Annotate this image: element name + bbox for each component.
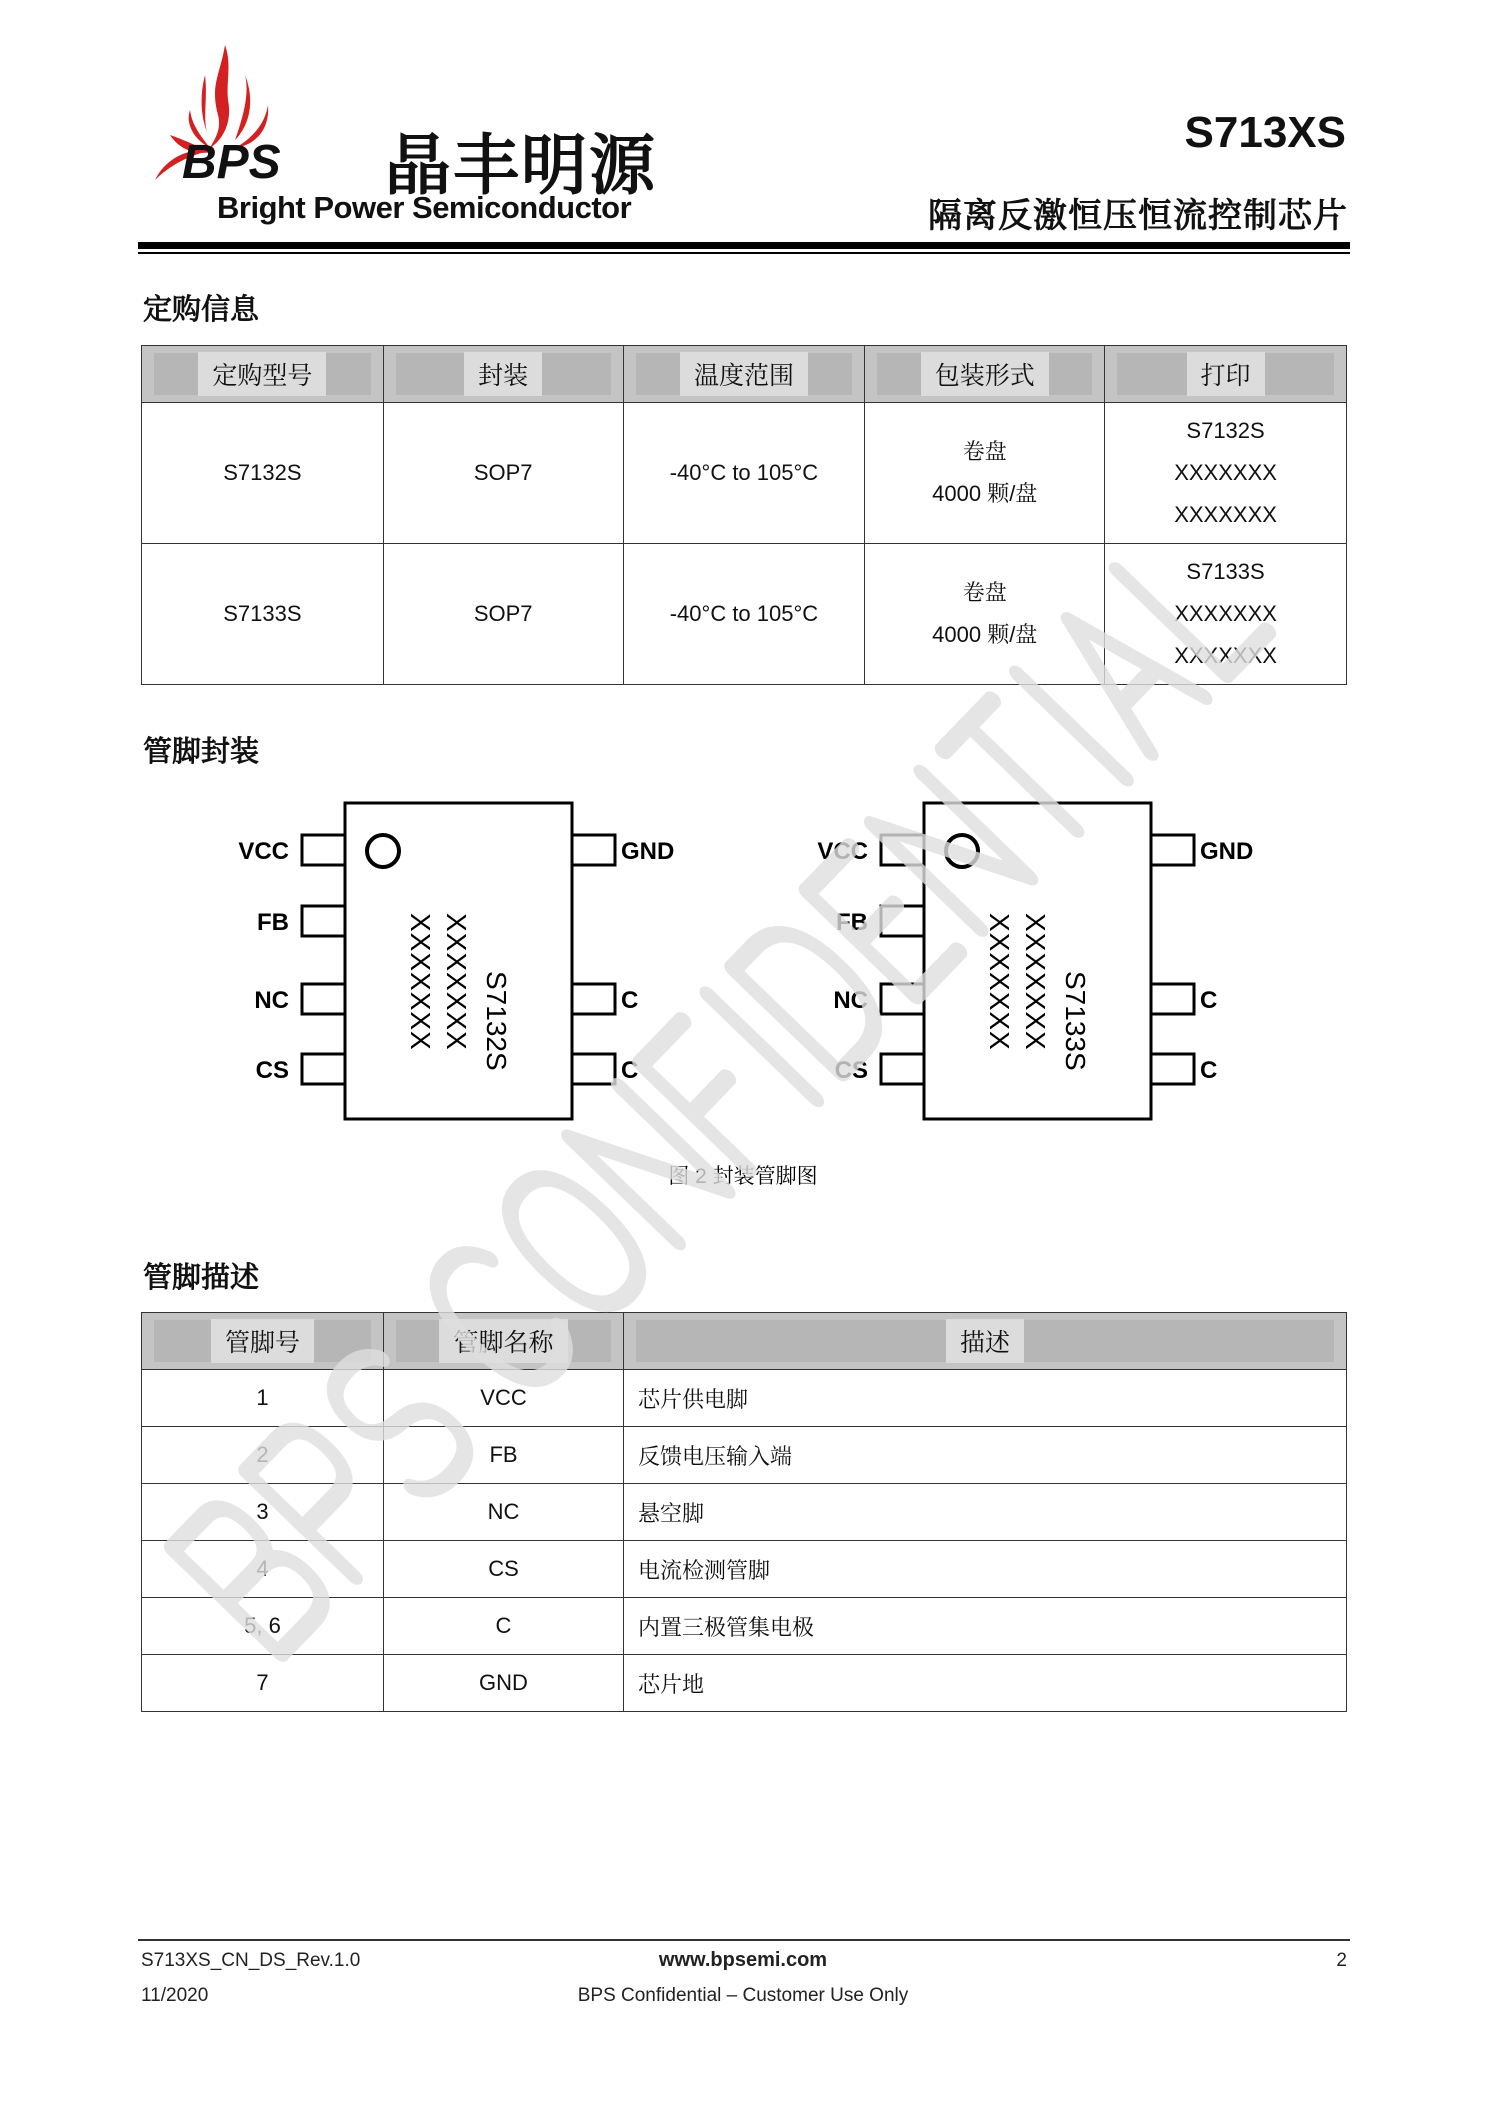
column-header: 封装 — [383, 346, 623, 403]
table-row — [142, 1541, 1347, 1598]
table-row — [142, 1427, 1347, 1484]
cell-packing: 卷盘 4000 颗/盘 — [865, 544, 1105, 685]
pin-label: C — [1200, 1057, 1218, 1084]
chip-code: XXXXXXX — [984, 913, 1015, 1051]
cell-model: S7132S — [142, 403, 384, 544]
cell-pin-name: C — [384, 1598, 624, 1655]
pin-label: GND — [1200, 838, 1254, 865]
table-row — [142, 403, 1347, 544]
document-subtitle: 隔离反激恒压恒流控制芯片 — [928, 197, 1348, 235]
section-title-ordering: 定购信息 — [143, 294, 260, 326]
cell-package: SOP7 — [383, 403, 623, 544]
footer-date: 11/2020 — [141, 1985, 209, 2006]
cell-pin-num: 7 — [142, 1655, 384, 1712]
cell-pin-num: 1 — [142, 1370, 384, 1427]
cell-pin-desc: 芯片供电脚 — [624, 1370, 1347, 1427]
cell-pin-desc: 芯片地 — [624, 1655, 1347, 1712]
pin-label: VCC — [817, 838, 868, 865]
table-row — [142, 1598, 1347, 1655]
pin-label: CS — [834, 1057, 868, 1084]
page-number: 2 — [1336, 1950, 1347, 1971]
cell-marking: S7133S XXXXXXX XXXXXXX — [1105, 544, 1347, 685]
table-row — [142, 1370, 1347, 1427]
svg-text:BPS: BPS — [182, 136, 281, 189]
table-header-row — [142, 1313, 1347, 1370]
chip-code: XXXXXXX — [441, 913, 472, 1051]
table-row — [142, 544, 1347, 685]
pin-label: FB — [836, 909, 868, 936]
cell-pin-name: FB — [384, 1427, 624, 1484]
cell-marking: S7132S XXXXXXX XXXXXXX — [1105, 403, 1347, 544]
cell-pin-name: VCC — [384, 1370, 624, 1427]
part-number: S713XS — [1184, 108, 1346, 157]
pin-label: C — [621, 1057, 639, 1084]
cell-pin-desc: 悬空脚 — [624, 1484, 1347, 1541]
pin-label: C — [621, 987, 639, 1014]
chip-code: XXXXXXX — [1020, 913, 1051, 1051]
cell-pin-desc: 电流检测管脚 — [624, 1541, 1347, 1598]
cell-packing: 卷盘 4000 颗/盘 — [865, 403, 1105, 544]
footer-rule — [138, 1939, 1350, 1941]
footer-website[interactable]: www.bpsemi.com — [658, 1949, 828, 1971]
table-header-row — [142, 346, 1347, 403]
column-header: 包装形式 — [865, 346, 1105, 403]
section-title-pinout: 管脚封装 — [143, 736, 260, 768]
section-title-pin-desc: 管脚描述 — [143, 1262, 260, 1294]
header-rule-thin — [138, 252, 1350, 254]
header-rule — [138, 242, 1350, 249]
column-header: 打印 — [1105, 346, 1347, 403]
cell-pin-num: 2 — [142, 1427, 384, 1484]
table-row — [142, 1484, 1347, 1541]
pin-label: NC — [833, 987, 868, 1014]
cell-pin-name: CS — [384, 1541, 624, 1598]
chip-s7132s — [238, 803, 674, 1119]
cell-temp: -40°C to 105°C — [623, 544, 865, 685]
column-header: 管脚号 — [142, 1313, 384, 1370]
pinout-diagram — [0, 780, 1488, 1200]
bps-flame-logo — [150, 40, 390, 190]
pin-label: NC — [254, 987, 289, 1014]
footer-confidential: BPS Confidential – Customer Use Only — [577, 1985, 909, 2006]
company-name-en: Bright Power Semiconductor — [217, 190, 632, 225]
column-header: 管脚名称 — [384, 1313, 624, 1370]
cell-pin-name: GND — [384, 1655, 624, 1712]
pin-description-table — [141, 1312, 1347, 1712]
pin-label: VCC — [238, 838, 289, 865]
pin-label: FB — [257, 909, 289, 936]
cell-package: SOP7 — [383, 544, 623, 685]
company-name-cn: 晶丰明源 — [385, 128, 657, 202]
pin-label: C — [1200, 987, 1218, 1014]
pin-label: GND — [621, 838, 675, 865]
cell-pin-name: NC — [384, 1484, 624, 1541]
pin-label: CS — [255, 1057, 289, 1084]
chip-code: XXXXXXX — [405, 913, 436, 1051]
cell-pin-num: 5, 6 — [142, 1598, 384, 1655]
cell-pin-desc: 反馈电压输入端 — [624, 1427, 1347, 1484]
cell-temp: -40°C to 105°C — [623, 403, 865, 544]
ordering-table — [141, 345, 1347, 685]
table-row — [142, 1655, 1347, 1712]
figure-caption: 图 2 封装管脚图 — [668, 1165, 818, 1188]
cell-pin-desc: 内置三极管集电极 — [624, 1598, 1347, 1655]
column-header: 描述 — [624, 1313, 1347, 1370]
column-header: 定购型号 — [142, 346, 384, 403]
footer-doc-id: S713XS_CN_DS_Rev.1.0 — [141, 1950, 361, 1971]
chip-s7133s — [817, 803, 1253, 1119]
cell-pin-num: 3 — [142, 1484, 384, 1541]
column-header: 温度范围 — [623, 346, 865, 403]
chip-marking: S7133S — [1060, 971, 1091, 1071]
chip-marking: S7132S — [481, 971, 512, 1071]
cell-pin-num: 4 — [142, 1541, 384, 1598]
cell-model: S7133S — [142, 544, 384, 685]
